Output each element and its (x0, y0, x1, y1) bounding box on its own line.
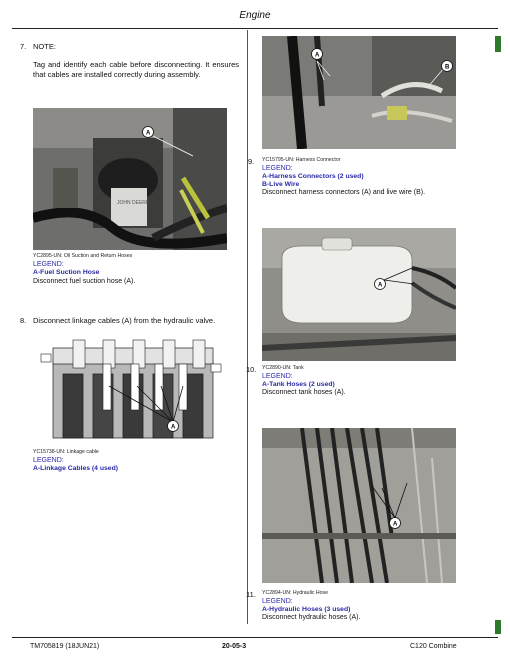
photo-tank-hoses (262, 228, 456, 361)
step-7-note-label: NOTE: (33, 42, 56, 51)
svg-text:JOHN DEERE: JOHN DEERE (117, 200, 150, 206)
step-8-number: 8. (20, 316, 27, 325)
hydraulic-figure-caption: YC2894-UN: Hydraulic Hose (262, 590, 329, 596)
page-header-title: Engine (239, 10, 271, 21)
step-7-note-text: Tag and identify each cable before disconnecting. It ensures that cables are installed correctly during assembly. (33, 60, 239, 79)
fuel-instruction: Disconnect fuel suction hose (A). (33, 278, 136, 285)
step-11-number: 11. (246, 590, 256, 599)
illustration-linkage-cables (33, 334, 227, 446)
tank-instruction: Disconnect tank hoses (A). (262, 389, 346, 396)
harness-legend-item-a: A-Harness Connectors (2 used) (262, 173, 364, 180)
linkage-legend-heading: LEGEND: (33, 457, 64, 464)
linkage-legend-item-a: A-Linkage Cables (4 used) (33, 465, 118, 472)
photo-harness-connector (262, 36, 456, 149)
harness-legend-item-b: B-Live Wire (262, 181, 300, 188)
linkage-figure-caption: YC15738-UN: Linkage cable (33, 449, 99, 455)
step-7-number: 7. (20, 42, 27, 51)
callout-b-harness: B (445, 64, 450, 71)
fuel-legend-item-a: A-Fuel Suction Hose (33, 269, 100, 276)
hydraulic-legend-item-a: A-Hydraulic Hoses (3 used) (262, 606, 351, 613)
callout-a-tank: A (378, 282, 383, 289)
callout-a-linkage: A (171, 424, 176, 431)
side-tab-marker-bottom (495, 620, 501, 634)
footer-rule (12, 637, 498, 638)
footer-doc-id: TM705819 (18JUN21) (30, 643, 100, 650)
callout-a-harness: A (315, 52, 320, 59)
tank-legend-item-a: A-Tank Hoses (2 used) (262, 381, 335, 388)
photo-hydraulic-hoses (262, 428, 456, 583)
hydraulic-instruction: Disconnect hydraulic hoses (A). (262, 614, 361, 621)
step-8-text: Disconnect linkage cables (A) from the hydraulic valve. (33, 316, 216, 325)
side-tab-marker (495, 36, 501, 52)
footer-page-number: 20-05-3 (222, 643, 247, 650)
callout-a-fuel: A (146, 130, 151, 137)
tank-figure-caption: YC2890-UN: Tank (262, 365, 304, 371)
tank-legend-heading: LEGEND: (262, 373, 293, 380)
fuel-legend-heading: LEGEND: (33, 261, 64, 268)
hydraulic-legend-heading: LEGEND: (262, 598, 293, 605)
header-rule (12, 28, 498, 29)
column-divider (247, 30, 248, 624)
footer-product: C120 Combine (410, 643, 457, 650)
photo-fuel-suction-hose (33, 108, 227, 250)
harness-legend-heading: LEGEND: (262, 165, 293, 172)
step-10-number: 10. (246, 365, 257, 374)
harness-figure-caption: YC15795-UN: Harness Connector (262, 157, 341, 163)
fuel-figure-caption: YC2895-UN: Oil Suction and Return Hoses (33, 253, 133, 259)
harness-instruction: Disconnect harness connectors (A) and live wire (B). (262, 189, 426, 196)
step-9-number: 9. (248, 157, 255, 166)
callout-a-hydraulic: A (393, 521, 398, 528)
